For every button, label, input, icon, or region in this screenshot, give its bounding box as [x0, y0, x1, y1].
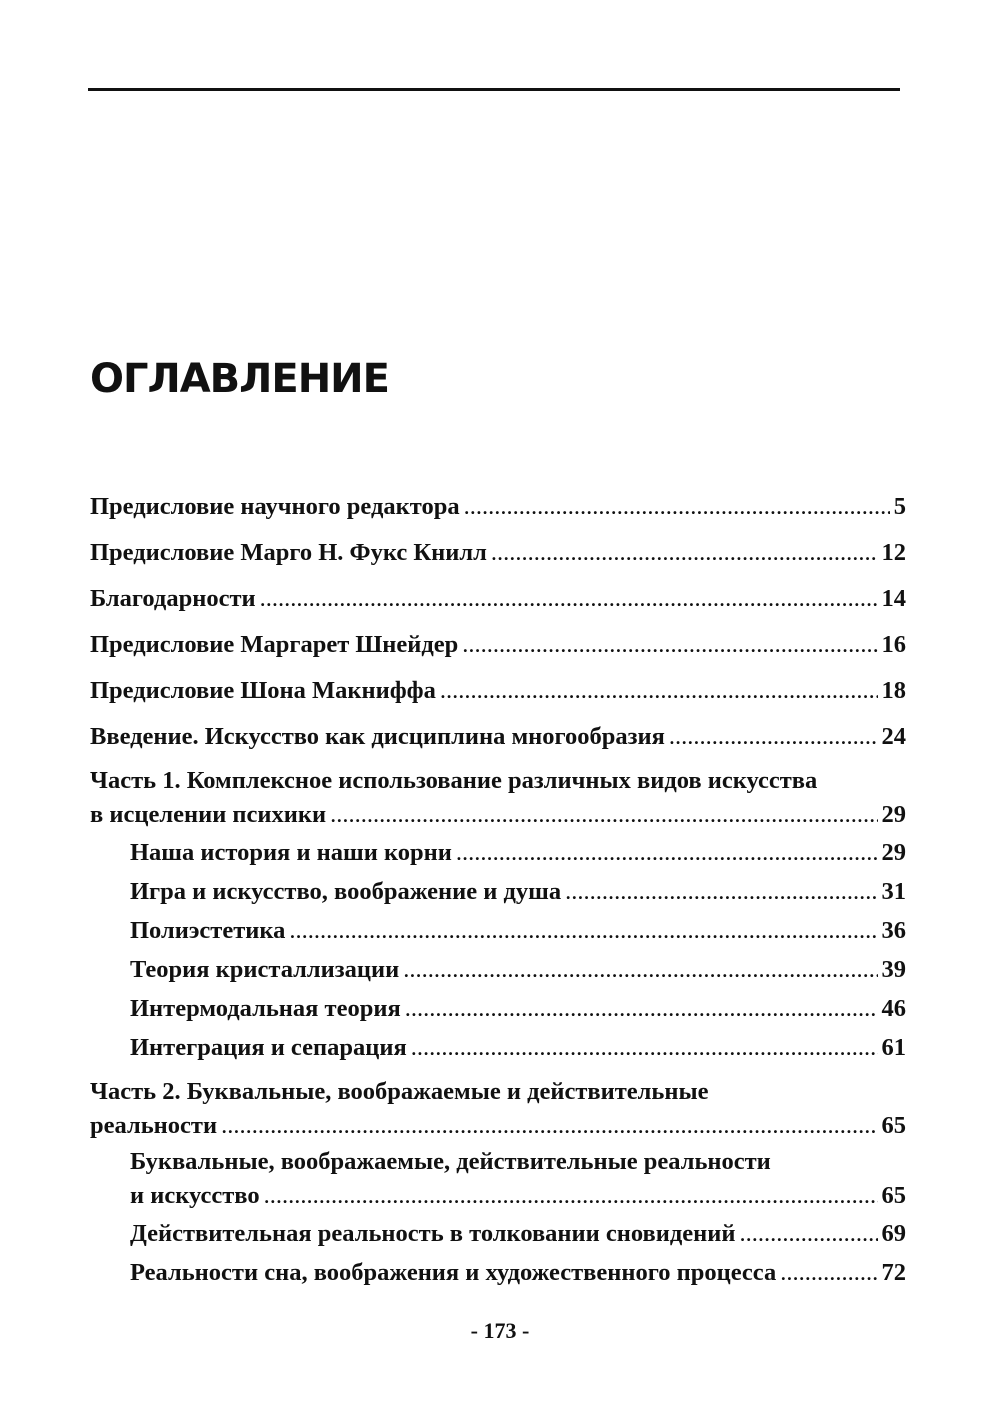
- dot-leader: [405, 990, 878, 1028]
- toc-entry-label: Предисловие Маргарет Шнейдер: [90, 631, 459, 658]
- dot-leader: [411, 1029, 878, 1067]
- toc-subentry-page: 46: [881, 995, 906, 1022]
- toc-subentry-page: 31: [881, 878, 906, 905]
- toc-subentry-line2: и искусство: [130, 1182, 260, 1209]
- toc-subentry-page: 61: [881, 1034, 906, 1061]
- dot-leader: [740, 1215, 878, 1253]
- toc-entry[interactable]: [90, 718, 906, 756]
- top-rule: [88, 88, 900, 91]
- toc-part-title-row: [90, 1109, 906, 1143]
- toc-subentry-label: Игра и искусство, воображение и душа: [130, 878, 562, 905]
- dot-leader: [464, 488, 890, 526]
- toc-part-title-line1: Часть 2. Буквальные, воображаемые и действительные: [90, 1078, 709, 1105]
- toc-subentry-page: 72: [881, 1259, 906, 1286]
- toc-entry-page: 24: [881, 723, 906, 750]
- toc-part-title-line1: Часть 1. Комплексное использование различных видов искусства: [90, 767, 818, 794]
- toc-subentry[interactable]: [130, 1254, 906, 1292]
- toc-subentry[interactable]: [130, 1215, 906, 1253]
- toc-entry-page: 12: [881, 539, 906, 566]
- dot-leader: [264, 1179, 878, 1213]
- page-number: - 173 -: [470, 1318, 530, 1343]
- dot-leader: [330, 798, 877, 832]
- toc-subentry-label: Наша история и наши корни: [130, 839, 452, 866]
- dot-leader: [780, 1254, 877, 1292]
- toc-part-title-line2: в исцелении психики: [90, 801, 327, 828]
- toc-subentry-label: Интеграция и сепарация: [130, 1034, 407, 1061]
- toc-subentry-label: Интермодальная теория: [130, 995, 401, 1022]
- toc-part-title-line2: реальности: [90, 1112, 218, 1139]
- toc-part-page: 65: [881, 1112, 906, 1139]
- toc-entry-page: 5: [893, 493, 906, 520]
- toc-subentry-label: Действительная реальность в толковании сновидений: [130, 1220, 736, 1247]
- toc-entry[interactable]: [90, 580, 906, 618]
- toc-part-title-row: [90, 798, 906, 832]
- toc-entry[interactable]: [90, 672, 906, 710]
- toc-subentry[interactable]: [130, 834, 906, 872]
- toc-entry-page: 16: [881, 631, 906, 658]
- toc-entry[interactable]: [90, 534, 906, 572]
- toc-subentry-page: 36: [881, 917, 906, 944]
- dot-leader: [260, 580, 878, 618]
- toc-part-1[interactable]: [90, 764, 906, 832]
- page-title: ОГЛАВЛЕНИЕ: [90, 356, 389, 402]
- toc-subentry[interactable]: [130, 990, 906, 1028]
- toc-subentry-line1: Буквальные, воображаемые, действительные реальности: [130, 1148, 771, 1175]
- toc-entry-label: Предисловие научного редактора: [90, 493, 460, 520]
- toc-subentry-multiline[interactable]: [130, 1145, 906, 1213]
- toc-subentry-page: 39: [881, 956, 906, 983]
- toc-entry-label: Предисловие Марго Н. Фукс Книлл: [90, 539, 487, 566]
- dot-leader: [403, 951, 877, 989]
- dot-leader: [221, 1109, 877, 1143]
- dot-leader: [491, 534, 878, 572]
- toc-subentry-label: Полиэстетика: [130, 917, 286, 944]
- toc-subentry[interactable]: [130, 912, 906, 950]
- dot-leader: [669, 718, 878, 756]
- toc-entry-page: 18: [881, 677, 906, 704]
- toc-entry[interactable]: [90, 488, 906, 526]
- toc-entry[interactable]: [90, 626, 906, 664]
- toc-entry-page: 14: [881, 585, 906, 612]
- toc-subentry[interactable]: [130, 951, 906, 989]
- toc-entry-label: Введение. Искусство как дисциплина многообразия: [90, 723, 665, 750]
- toc-subentry-page: 69: [881, 1220, 906, 1247]
- dot-leader: [289, 912, 877, 950]
- toc-subentry[interactable]: [130, 1029, 906, 1067]
- toc-part-2[interactable]: [90, 1075, 906, 1143]
- toc-subentry[interactable]: [130, 873, 906, 911]
- toc-subentry-label: Реальности сна, воображения и художественного процесса: [130, 1259, 777, 1286]
- toc-subentry-label: Теория кристаллизации: [130, 956, 400, 983]
- toc-subentry-row: [130, 1179, 906, 1213]
- toc-subentry-page: 65: [881, 1182, 906, 1209]
- toc-subentry-page: 29: [881, 839, 906, 866]
- table-of-contents: [90, 488, 906, 1293]
- dot-leader: [456, 834, 878, 872]
- dot-leader: [440, 672, 878, 710]
- dot-leader: [565, 873, 877, 911]
- toc-entry-label: Благодарности: [90, 585, 256, 612]
- toc-entry-label: Предисловие Шона Макниффа: [90, 677, 436, 704]
- dot-leader: [462, 626, 877, 664]
- toc-part-page: 29: [881, 801, 906, 828]
